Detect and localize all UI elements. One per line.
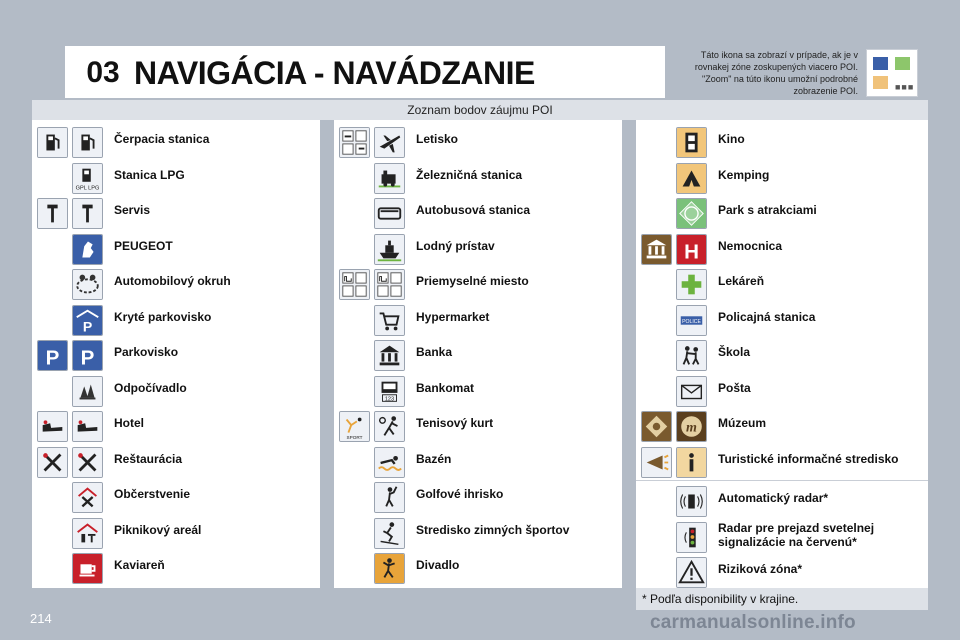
poi-label — [718, 345, 750, 359]
hospital-h-icon — [676, 234, 707, 265]
fork-knife-icon — [37, 447, 68, 478]
atm-icon — [374, 376, 405, 407]
poi-label-line: Stanica LPG — [114, 167, 185, 182]
list-item — [334, 551, 622, 587]
chapter-number: 03 — [86, 56, 120, 89]
poi-label — [416, 487, 503, 501]
list-item — [636, 374, 928, 410]
tourist-horn-icon — [641, 447, 672, 478]
list-item — [636, 161, 928, 197]
police-icon — [676, 305, 707, 336]
poi-label — [416, 381, 474, 395]
list-item — [334, 196, 622, 232]
poi-label — [114, 239, 173, 253]
list-item — [636, 338, 928, 374]
poi-label-line: Stredisko zimných športov — [416, 522, 570, 537]
poi-label-line: Hypermarket — [416, 309, 490, 324]
svg-text:P: P — [80, 346, 95, 370]
attraction-diamond-icon — [641, 411, 672, 442]
poi-label — [718, 562, 802, 576]
poi-label-line: Golfové ihrisko — [416, 487, 504, 501]
info-i-icon — [676, 447, 707, 478]
info-line: "Zoom" na túto ikonu umožní podrobné — [702, 74, 858, 84]
list-item — [334, 232, 622, 268]
poi-label — [114, 416, 144, 430]
poi-label-line: Reštaurácia — [114, 451, 183, 466]
list-item — [636, 196, 928, 232]
school-children-icon — [676, 340, 707, 371]
list-item — [32, 196, 320, 232]
poi-label-line: Škola — [718, 345, 751, 359]
list-item — [32, 445, 320, 481]
poi-label — [114, 487, 190, 501]
info-line: rovnakej zóne zoskupených viacero POI. — [694, 62, 858, 72]
poi-label — [114, 132, 209, 146]
poi-label-line: Pošta — [718, 380, 751, 395]
poi-label-line: Divadlo — [416, 558, 460, 572]
list-item — [32, 338, 320, 374]
poi-label — [416, 274, 529, 288]
poi-label — [718, 203, 817, 217]
airplane-icon — [374, 127, 405, 158]
svg-text:P: P — [45, 346, 60, 370]
bed-icon — [72, 411, 103, 442]
amusement-park-icon — [676, 198, 707, 229]
picnic-icon — [72, 518, 103, 549]
poi-label — [416, 168, 522, 182]
poi-label-line: Tenisový kurt — [416, 416, 494, 430]
theatre-icon — [374, 553, 405, 584]
list-item — [32, 267, 320, 303]
poi-label-line: Múzeum — [718, 416, 766, 430]
page-title: NAVIGÁCIA - NAVÁDZANIE — [134, 55, 535, 91]
race-track-icon — [72, 269, 103, 300]
poi-label — [718, 132, 745, 146]
poi-label-line: Občerstvenie — [114, 487, 191, 501]
poi-label — [114, 381, 187, 395]
poi-label — [718, 521, 874, 549]
rest-area-icon — [72, 376, 103, 407]
parking-icon — [37, 340, 68, 371]
list-item — [334, 338, 622, 374]
warning-triangle-icon — [676, 557, 707, 588]
poi-column-2 — [334, 120, 622, 588]
envelope-icon — [676, 376, 707, 407]
poi-label-line: Letisko — [416, 132, 459, 146]
poi-label — [416, 132, 458, 146]
poi-label-line: Automobilový okruh — [114, 274, 231, 288]
camping-icon — [676, 163, 707, 194]
poi-label — [718, 239, 782, 253]
poi-label — [416, 523, 569, 537]
poi-label-line: Kemping — [718, 167, 770, 182]
section-divider — [636, 480, 928, 481]
red-light-radar-icon — [676, 522, 707, 553]
poi-label-line: Radar pre prejazd svetelnej — [718, 520, 875, 535]
footnote: * Podľa disponibility v krajine. — [636, 588, 928, 610]
poi-label — [416, 452, 451, 466]
film-strip-icon — [676, 127, 707, 158]
svg-text:POLICE: POLICE — [682, 318, 701, 325]
poi-label-line: Automatický radar* — [718, 491, 829, 505]
lpg-pump-icon — [72, 163, 103, 194]
poi-label — [718, 416, 766, 430]
poi-label — [114, 203, 150, 217]
poi-label-line: Piknikový areál — [114, 522, 202, 537]
wrench-icon — [37, 198, 68, 229]
bus-icon — [374, 198, 405, 229]
poi-label-line: Kaviareň — [114, 558, 165, 572]
poi-label-line: Priemyselné miesto — [416, 274, 529, 288]
list-item — [636, 520, 928, 556]
list-subtitle: Zoznam bodov záujmu POI — [407, 103, 553, 117]
poi-label — [114, 274, 231, 288]
poi-label-line: Nemocnica — [718, 238, 783, 253]
sport-group-icon — [339, 411, 370, 442]
list-item — [636, 232, 928, 268]
poi-label — [114, 310, 211, 324]
poi-label — [416, 203, 530, 217]
industrial-group-icon — [339, 269, 370, 300]
list-item — [32, 125, 320, 161]
poi-label-line: Hotel — [114, 416, 144, 430]
list-item — [32, 516, 320, 552]
golf-icon — [374, 482, 405, 513]
poi-label-line: PEUGEOT — [114, 238, 173, 253]
speed-radar-icon — [676, 486, 707, 517]
ferry-icon — [374, 234, 405, 265]
pharmacy-cross-icon — [676, 269, 707, 300]
list-item — [636, 445, 928, 481]
train-icon — [374, 163, 405, 194]
parking-icon — [72, 340, 103, 371]
poi-label — [114, 168, 185, 182]
poi-label-line: Policajná stanica — [718, 309, 816, 324]
poi-label — [718, 491, 828, 505]
svg-text:H: H — [684, 239, 699, 263]
poi-label-line: Riziková zóna* — [718, 562, 803, 576]
svg-text:P: P — [82, 317, 93, 334]
poi-label — [416, 239, 495, 253]
svg-text:SPORT: SPORT — [346, 435, 363, 441]
poi-label — [114, 452, 182, 466]
swimmer-icon — [374, 447, 405, 478]
list-item — [636, 125, 928, 161]
svg-text:GPL LPG: GPL LPG — [75, 184, 100, 191]
poi-label-line: Turistické informačné stredisko — [718, 451, 899, 466]
list-item — [32, 374, 320, 410]
info-line: Táto ikona sa zobrazí v prípade, ak je v — [700, 50, 858, 60]
snack-icon — [72, 482, 103, 513]
poi-label-line: Kryté parkovisko — [114, 309, 212, 324]
list-item — [32, 303, 320, 339]
poi-label — [416, 310, 489, 324]
poi-label — [416, 416, 493, 430]
poi-label-line: Parkovisko — [114, 345, 179, 359]
poi-column-1 — [32, 120, 320, 588]
list-item — [334, 303, 622, 339]
list-item — [32, 161, 320, 197]
list-item — [636, 484, 928, 520]
poi-label — [718, 452, 899, 466]
poi-label-line: Park s atrakciami — [718, 203, 817, 217]
poi-label-line: Banka — [416, 345, 453, 359]
bed-icon — [37, 411, 68, 442]
shopping-cart-icon — [374, 305, 405, 336]
poi-label — [114, 558, 165, 572]
skier-icon — [374, 518, 405, 549]
list-item — [334, 480, 622, 516]
list-item — [334, 445, 622, 481]
poi-label — [114, 523, 201, 537]
list-item — [334, 374, 622, 410]
poi-label-line: Lekáreň — [718, 274, 765, 288]
peugeot-lion-icon — [72, 234, 103, 265]
tennis-player-icon — [374, 411, 405, 442]
poi-label-line: signalizácie na červenú* — [718, 534, 857, 549]
poi-label-line: Autobusová stanica — [416, 203, 531, 217]
poi-label — [416, 345, 452, 359]
poi-label-line: Odpočívadlo — [114, 380, 187, 395]
list-item — [636, 409, 928, 445]
list-item — [32, 551, 320, 587]
poi-label-line: Železničná stanica — [416, 167, 523, 182]
poi-label — [718, 381, 751, 395]
list-item — [32, 232, 320, 268]
poi-label-line: Lodný prístav — [416, 238, 495, 253]
list-item — [32, 409, 320, 445]
list-item — [334, 125, 622, 161]
page-number: 214 — [30, 611, 52, 626]
poi-label — [416, 558, 459, 572]
fuel-pump-icon — [37, 127, 68, 158]
poi-label — [114, 345, 178, 359]
poi-label-line: Bazén — [416, 451, 452, 466]
info-note — [670, 49, 858, 97]
poi-column-3 — [636, 120, 928, 588]
fork-knife-icon — [72, 447, 103, 478]
list-item — [32, 480, 320, 516]
svg-text:m: m — [686, 419, 697, 436]
poi-label — [718, 310, 815, 324]
airport-group-icon — [339, 127, 370, 158]
poi-label-line: Servis — [114, 203, 151, 217]
museum-m-icon — [676, 411, 707, 442]
list-item — [334, 516, 622, 552]
covered-parking-icon — [72, 305, 103, 336]
industrial-group-icon — [374, 269, 405, 300]
list-item — [334, 161, 622, 197]
museum-building-icon — [641, 234, 672, 265]
list-item — [636, 267, 928, 303]
fuel-pump-icon — [72, 127, 103, 158]
coffee-cup-icon — [72, 553, 103, 584]
wrench-icon — [72, 198, 103, 229]
poi-label-line: Kino — [718, 132, 745, 146]
list-item — [334, 409, 622, 445]
list-item — [334, 267, 622, 303]
svg-text:123: 123 — [384, 395, 395, 402]
poi-label-line: Bankomat — [416, 380, 475, 395]
bank-icon — [374, 340, 405, 371]
list-item — [636, 555, 928, 591]
poi-label — [718, 168, 769, 182]
poi-label-line: Čerpacia stanica — [114, 132, 210, 146]
multi-poi-group-icon: ■■■ — [866, 49, 918, 97]
list-item — [636, 303, 928, 339]
watermark: carmanualsonline.info — [650, 612, 856, 633]
poi-label — [718, 274, 764, 288]
info-line: zobrazenie POI. — [793, 86, 858, 96]
